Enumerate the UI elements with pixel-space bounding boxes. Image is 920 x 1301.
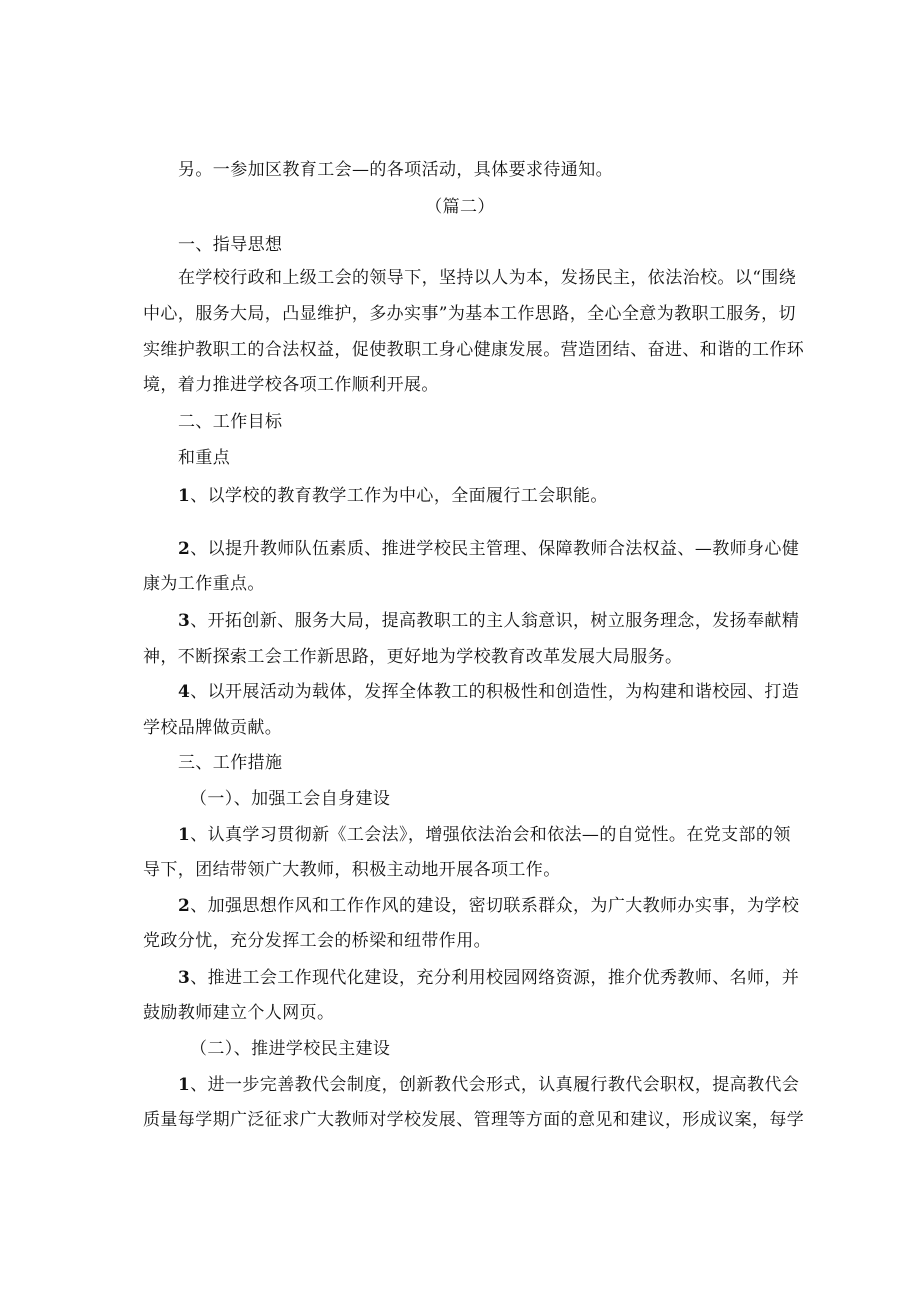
text-line: 学校品牌做贡献。 bbox=[143, 718, 283, 738]
subheading: （一）、加强工会自身建设 bbox=[190, 789, 391, 809]
text-line: 鼓励教师建立个人网页。 bbox=[143, 1003, 335, 1023]
list-number: 2 bbox=[178, 539, 191, 559]
section-title: （篇二） bbox=[425, 197, 495, 217]
text-line: 中心，服务大局，凸显维护，多办实事”为基本工作思路，全心全意为教职工服务，切 bbox=[143, 304, 796, 324]
list-item: 1、进一步完善教代会制度，创新教代会形式，认真履行教代会职权，提高教代会 bbox=[178, 1075, 800, 1095]
list-item: 1、认真学习贯彻新《工会法》，增强依法治会和依法—的自觉性。在党支部的领 bbox=[178, 825, 791, 845]
heading: 二、工作目标 bbox=[178, 412, 283, 432]
list-number: 3 bbox=[178, 968, 191, 988]
list-item: 2、以提升教师队伍素质、推进学校民主管理、保障教师合法权益、—教师身心健 bbox=[178, 539, 800, 559]
list-item: 3、推进工会工作现代化建设，充分利用校园网络资源，推介优秀教师、名师，并 bbox=[178, 968, 800, 988]
list-item: 3、开拓创新、服务大局，提高教职工的主人翁意识，树立服务理念，发扬奉献精 bbox=[178, 611, 800, 631]
text-line: 神，不断探索工会工作新思路，更好地为学校教育改革发展大局服务。 bbox=[143, 647, 683, 667]
list-number: 1 bbox=[178, 1075, 191, 1095]
text-line: 在学校行政和上级工会的领导下，坚持以人为本，发扬民主，依法治校。以“围绕 bbox=[178, 268, 797, 288]
text-line: 实维护教职工的合法权益，促使教职工身心健康发展。营造团结、奋进、和谐的工作环 bbox=[143, 340, 805, 360]
heading: 三、工作措施 bbox=[178, 753, 283, 773]
list-item: 1、以学校的教育教学工作为中心，全面履行工会职能。 bbox=[178, 486, 608, 506]
list-number: 2 bbox=[178, 896, 191, 916]
text-line: 党政分忧，充分发挥工会的桥梁和纽带作用。 bbox=[143, 931, 491, 951]
list-item: 4、以开展活动为载体，发挥全体教工的积极性和创造性，为构建和谐校园、打造 bbox=[178, 682, 800, 702]
subheading: （二）、推进学校民主建设 bbox=[190, 1039, 391, 1059]
list-number: 3 bbox=[178, 611, 191, 631]
list-number: 1 bbox=[178, 486, 191, 506]
text-line: 导下，团结带领广大教师，积极主动地开展各项工作。 bbox=[143, 860, 561, 880]
list-number: 4 bbox=[178, 682, 191, 702]
text-line: 境，着力推进学校各项工作顺利开展。 bbox=[143, 375, 439, 395]
heading: 和重点 bbox=[178, 448, 231, 468]
text-line: 康为工作重点。 bbox=[143, 574, 265, 594]
text-line: 另。一参加区教育工会—的各项活动，具体要求待通知。 bbox=[178, 160, 613, 180]
text-line: 质量每学期广泛征求广大教师对学校发展、管理等方面的意见和建议，形成议案，每学 bbox=[143, 1110, 805, 1130]
heading: 一、指导思想 bbox=[178, 235, 283, 255]
list-number: 1 bbox=[178, 825, 191, 845]
list-item: 2、加强思想作风和工作作风的建设，密切联系群众，为广大教师办实事，为学校 bbox=[178, 896, 800, 916]
